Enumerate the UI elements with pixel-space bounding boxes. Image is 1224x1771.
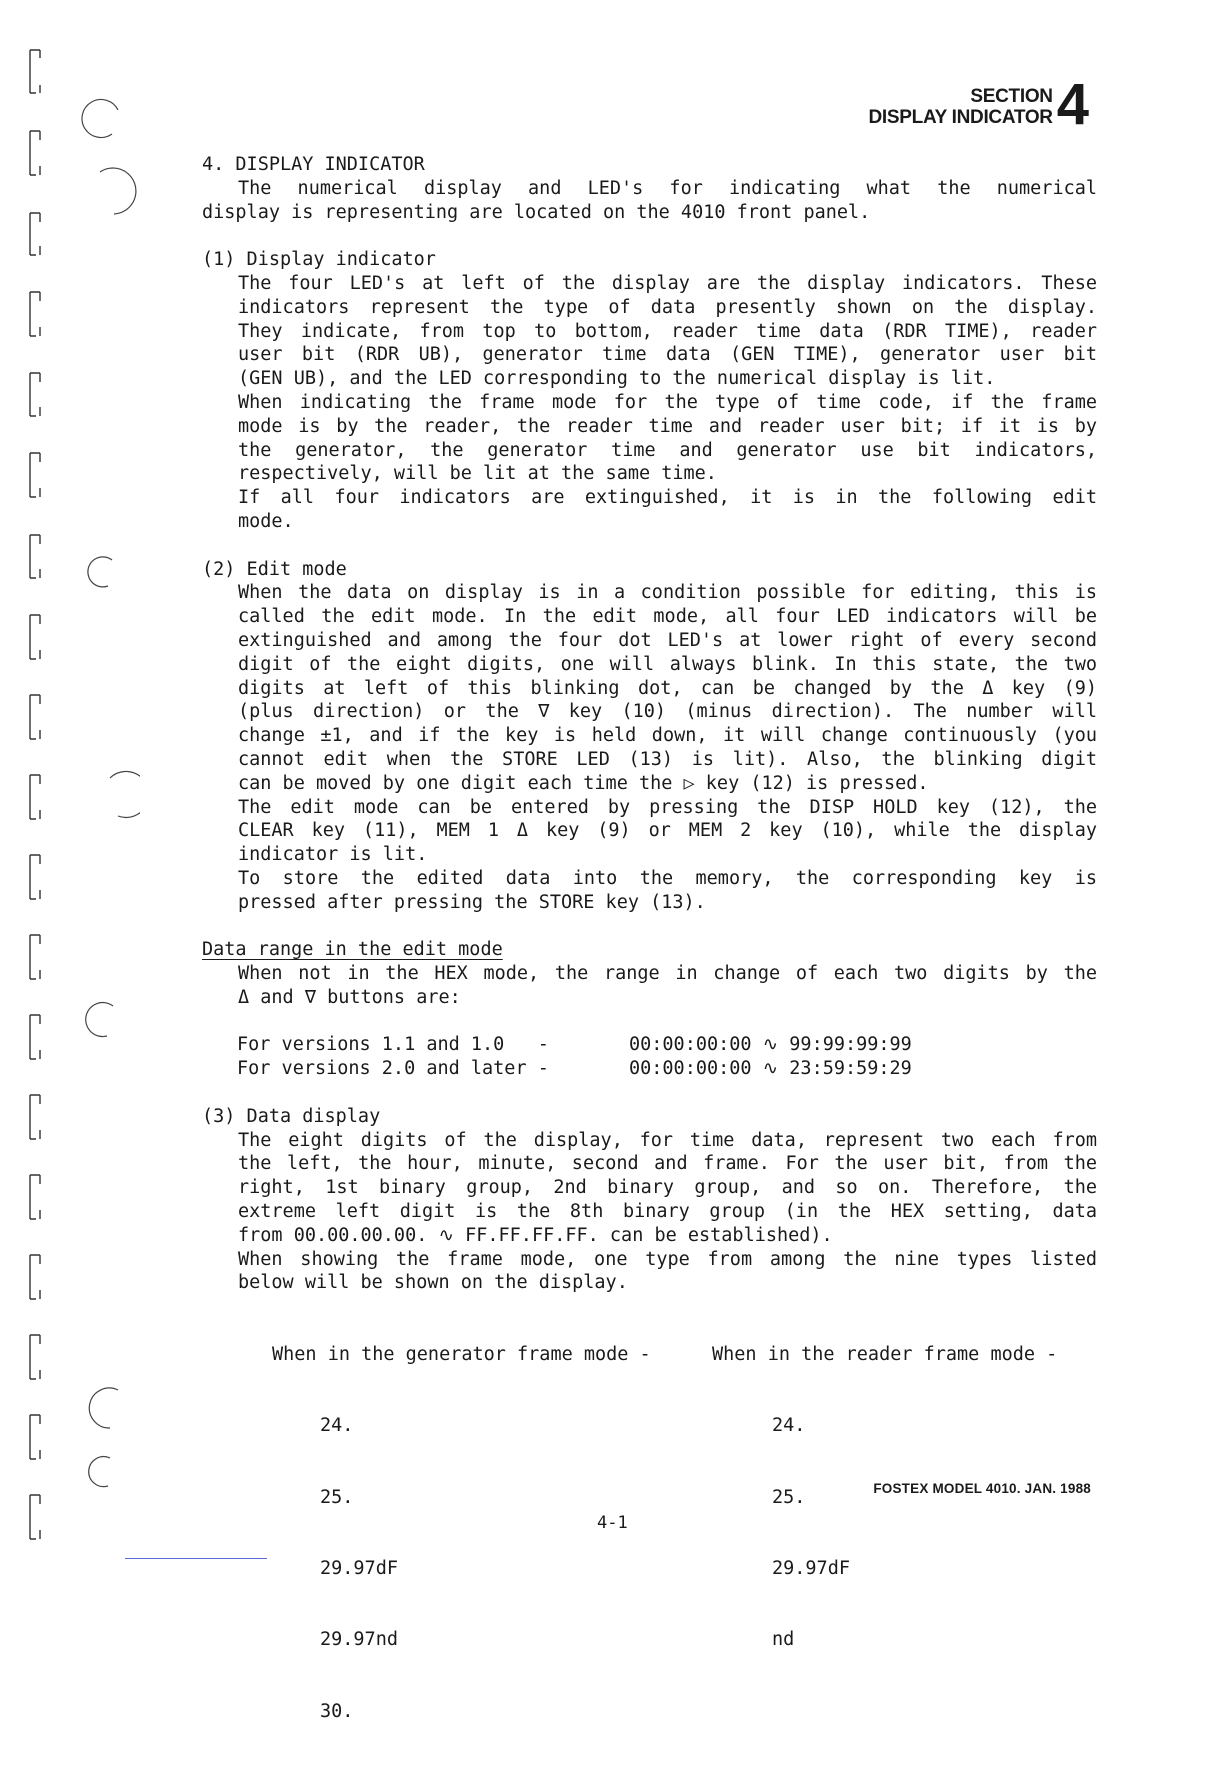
paragraph-line: user bit (RDR UB), generator time data (GEN TIME), generator user bit	[238, 344, 1097, 366]
list-item: 29.97nd	[320, 1629, 398, 1651]
paragraph-line: Δ and ∇ buttons are:	[238, 986, 461, 1008]
binder-margin-marks	[0, 0, 140, 1584]
paragraph-line: pressed after pressing the STORE key (13).	[238, 891, 706, 913]
paragraph-line: the left, the hour, minute, second and frame. For the user bit, from the	[238, 1153, 1097, 1175]
paragraph-line: They indicate, from top to bottom, reader time data (RDR TIME), reader	[238, 320, 1097, 342]
paragraph-line: (GEN UB), and the LED corresponding to the numerical display is lit.	[238, 368, 996, 390]
range-row-value: 00:00:00:00 ∿ 23:59:59:29	[629, 1058, 912, 1080]
list-item: 30.	[320, 1700, 354, 1722]
list-item: 24.	[320, 1415, 354, 1437]
section-1-body	[202, 272, 1097, 534]
section-2-body	[202, 581, 1097, 914]
intro-line: display is representing are located on the 4010 front panel.	[202, 201, 871, 223]
paragraph-line: If all four indicators are extinguished, it is in the following edit	[238, 487, 1097, 509]
section-header	[868, 72, 1090, 137]
paragraph-line: CLEAR key (11), MEM 1 Δ key (9) or MEM 2 key (10), while the display	[238, 820, 1097, 842]
paragraph-line: digits at left of this blinking dot, can be changed by the Δ key (9)	[238, 677, 1097, 699]
footer-model-date: FOSTEX MODEL 4010. JAN. 1988	[873, 1481, 1091, 1496]
section-3-heading: (3) Data display	[202, 1105, 381, 1127]
paragraph-line: When the data on display is in a condition possible for editing, this is	[238, 582, 1097, 604]
bottom-rule	[125, 1558, 267, 1559]
paragraph-line: extinguished and among the four dot LED's at lower right of every second	[238, 629, 1097, 651]
list-item: 25.	[320, 1486, 354, 1508]
paragraph-line: When showing the frame mode, one type from among the nine types listed	[238, 1248, 1097, 1270]
section-1-heading: (1) Display indicator	[202, 249, 436, 271]
document-body	[202, 153, 1097, 1771]
paragraph-line: change ±1, and if the key is held down, it will change continuously (you	[238, 725, 1097, 747]
section-3-body	[202, 1129, 1097, 1296]
paragraph-line: When not in the HEX mode, the range in change of each two digits by the	[238, 963, 1097, 985]
range-row-label: For versions 1.1 and 1.0 -	[237, 1034, 549, 1056]
paragraph-line: extreme left digit is the 8th binary group (in the HEX setting, data	[238, 1201, 1097, 1223]
paragraph-line: The eight digits of the display, for time data, represent two each from	[238, 1129, 1097, 1151]
paragraph-line: The four LED's at left of the display are the display indicators. These	[238, 272, 1097, 294]
list-item: 29.97dF	[772, 1558, 850, 1580]
paragraph-line: the generator, the generator time and generator use bit indicators,	[238, 439, 1097, 461]
section-title: DISPLAY INDICATOR	[868, 107, 1053, 128]
paragraph-line: right, 1st binary group, 2nd binary group, and so on. Therefore, the	[238, 1177, 1097, 1199]
reader-frame-list	[712, 1295, 1057, 1771]
paragraph-line: mode.	[238, 510, 294, 532]
data-range-body	[202, 962, 1097, 1010]
paragraph-line: indicator is lit.	[238, 844, 428, 866]
page-title: 4. DISPLAY INDICATOR	[202, 154, 425, 175]
range-row-label: For versions 2.0 and later -	[237, 1058, 549, 1080]
paragraph-line: respectively, will be lit at the same time.	[238, 463, 717, 485]
paragraph-line: The edit mode can be entered by pressing the DISP HOLD key (12), the	[238, 796, 1097, 818]
list-item: 29.97dF	[320, 1558, 398, 1580]
range-row	[202, 1057, 1097, 1081]
section-header-text	[869, 86, 1053, 128]
paragraph-line: called the edit mode. In the edit mode, all four LED indicators will be	[238, 606, 1097, 628]
paragraph-line: To store the edited data into the memory, the corresponding key is	[238, 867, 1097, 889]
paragraph-line: digit of the eight digits, one will always blink. In this state, the two	[238, 653, 1097, 675]
frame-mode-lists	[202, 1295, 1097, 1771]
list-item: nd	[772, 1629, 795, 1651]
generator-frame-list	[272, 1295, 712, 1771]
paragraph-line: from 00.00.00.00. ∿ FF.FF.FF.FF. can be established).	[238, 1224, 833, 1246]
paragraph-line: When indicating the frame mode for the type of time code, if the frame	[238, 391, 1097, 413]
paragraph-line: indicators represent the type of data presently shown on the display.	[238, 296, 1097, 318]
paragraph-line: cannot edit when the STORE LED (13) is lit). Also, the blinking digit	[238, 748, 1097, 770]
list-item: 24.	[772, 1415, 806, 1437]
page-number: 4-1	[597, 1513, 628, 1533]
list-item: 25.	[772, 1486, 806, 1508]
range-row	[202, 1033, 1097, 1057]
paragraph-line: mode is by the reader, the reader time and reader user bit; if it is by	[238, 415, 1097, 437]
section-2-heading: (2) Edit mode	[202, 558, 347, 580]
paragraph-line: (plus direction) or the ∇ key (10) (minus direction). The number will	[238, 701, 1097, 723]
paragraph-line: below will be shown on the display.	[238, 1272, 628, 1294]
data-range-heading: Data range in the edit mode	[202, 939, 503, 961]
paragraph-line: can be moved by one digit each time the ▷ key (12) is pressed.	[238, 772, 929, 794]
intro-line: The numerical display and LED's for indicating what the numerical	[238, 177, 1097, 199]
range-row-value: 00:00:00:00 ∿ 99:99:99:99	[629, 1034, 912, 1056]
section-number: 4	[1056, 72, 1089, 137]
reader-frame-heading: When in the reader frame mode -	[712, 1343, 1058, 1365]
section-label: SECTION	[970, 86, 1053, 107]
generator-frame-heading: When in the generator frame mode -	[272, 1343, 651, 1365]
